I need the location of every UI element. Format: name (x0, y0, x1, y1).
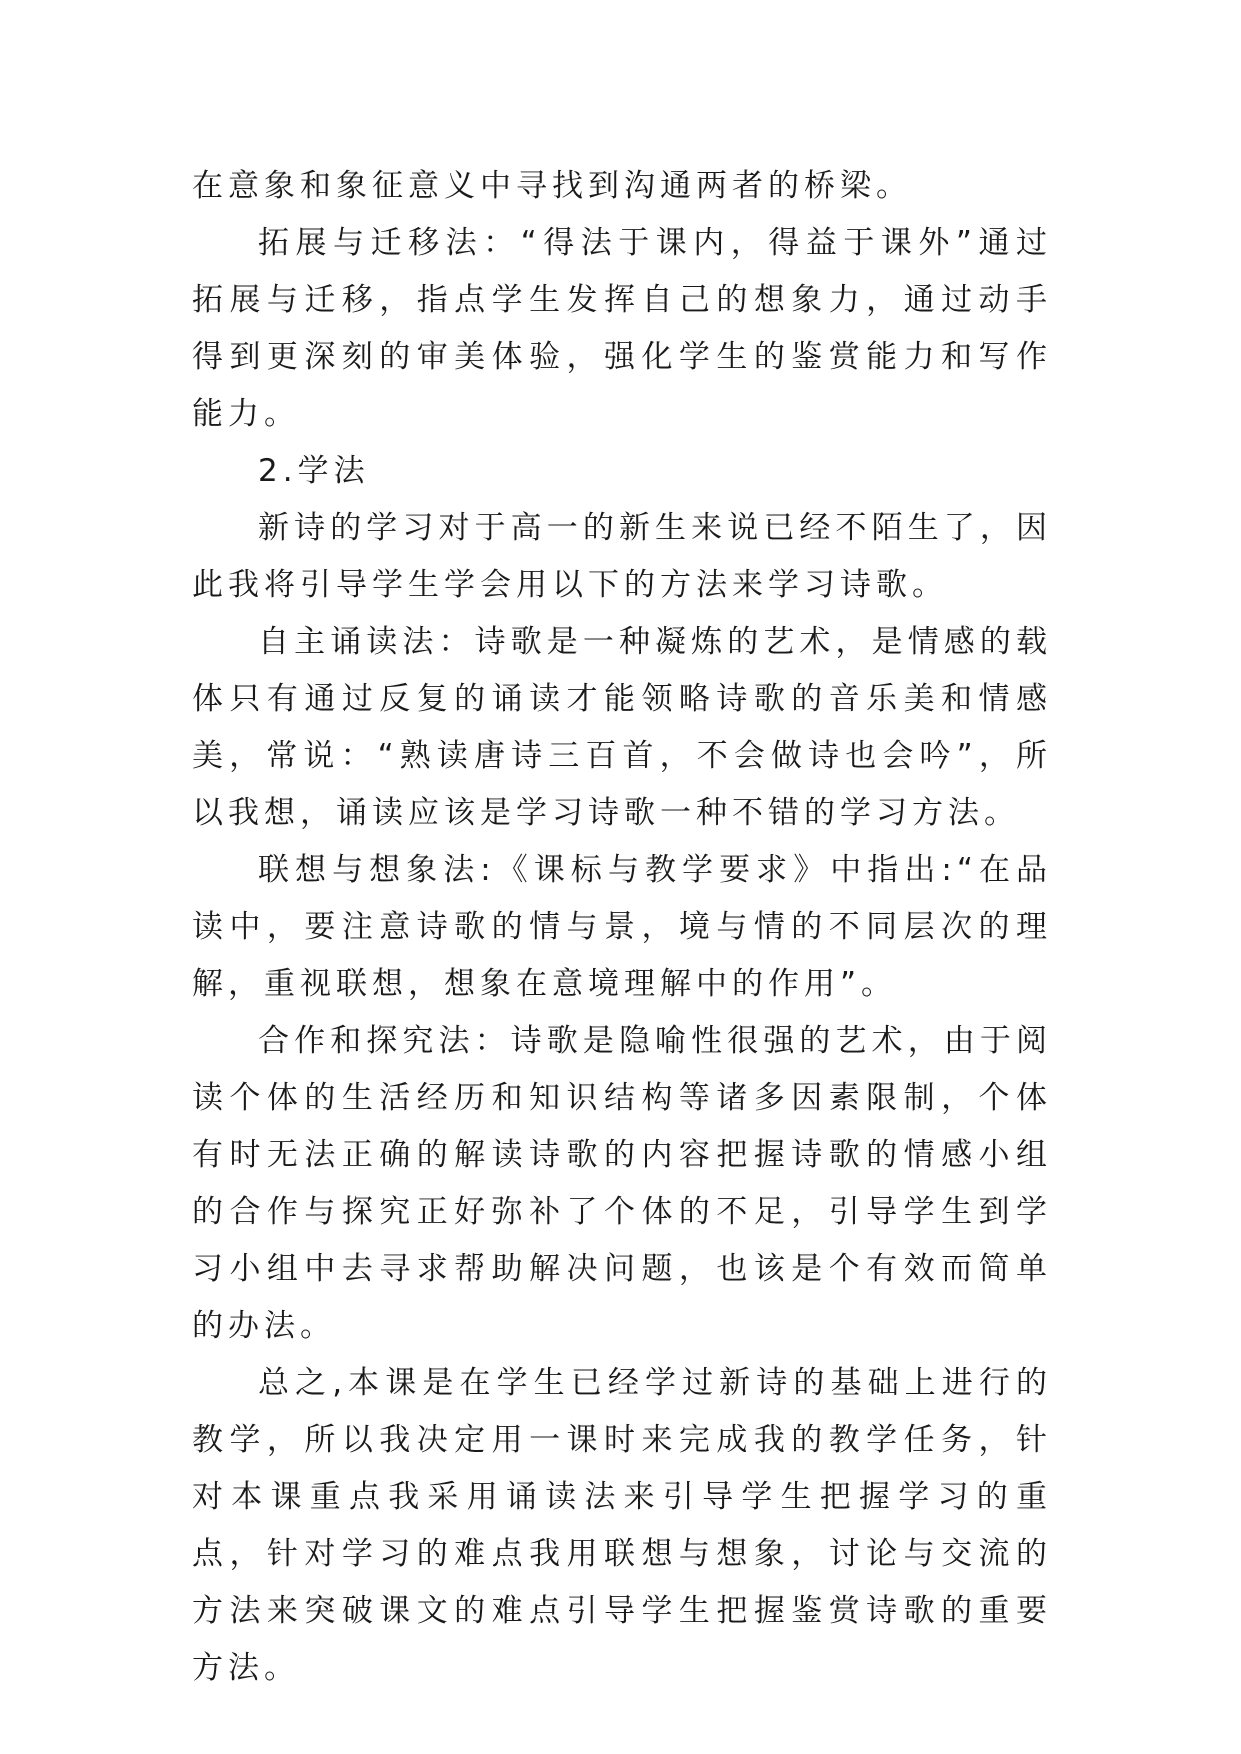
paragraph-extension-transfer-method: 拓展与迁移法：“得法于课内，得益于课外”通过拓展与迁移，指点学生发挥自己的想象力，通过动手得到更深刻的审美体验，强化学生的鉴赏能力和写作能力。 (192, 225, 1052, 432)
section-heading-learning-method: 2.学法 (258, 453, 370, 489)
paragraph-learning-intro: 新诗的学习对于高一的新生来说已经不陌生了，因此我将引导学生学会用以下的方法来学习诗歌。 (192, 510, 1052, 603)
paragraph-association-imagination-method: 联想与想象法:《课标与教学要求》中指出:“在品读中，要注意诗歌的情与景，境与情的不同层次的理解，重视联想，想象在意境理解中的作用”。 (192, 852, 1052, 1002)
document-body (192, 158, 1052, 1697)
paragraph-cooperation-inquiry-method: 合作和探究法：诗歌是隐喻性很强的艺术，由于阅读个体的生活经历和知识结构等诸多因素限制，个体有时无法正确的解读诗歌的内容把握诗歌的情感小组的合作与探究正好弥补了个体的不足，引导学生到学习小组中去寻求帮助解决问题，也该是个有效而简单的办法。 (192, 1023, 1052, 1344)
paragraph-summary: 总之,本课是在学生已经学过新诗的基础上进行的教学，所以我决定用一课时来完成我的教学任务，针对本课重点我采用诵读法来引导学生把握学习的重点，针对学习的难点我用联想与想象，讨论与交流的方法来突破课文的难点引导学生把握鉴赏诗歌的重要方法。 (192, 1365, 1052, 1686)
paragraph-self-recitation-method: 自主诵读法：诗歌是一种凝炼的艺术，是情感的载体只有通过反复的诵读才能领略诗歌的音乐美和情感美，常说：“熟读唐诗三百首，不会做诗也会吟”，所以我想，诵读应该是学习诗歌一种不错的学习方法。 (192, 624, 1052, 831)
paragraph-continuation: 在意象和象征意义中寻找到沟通两者的桥梁。 (192, 168, 912, 204)
